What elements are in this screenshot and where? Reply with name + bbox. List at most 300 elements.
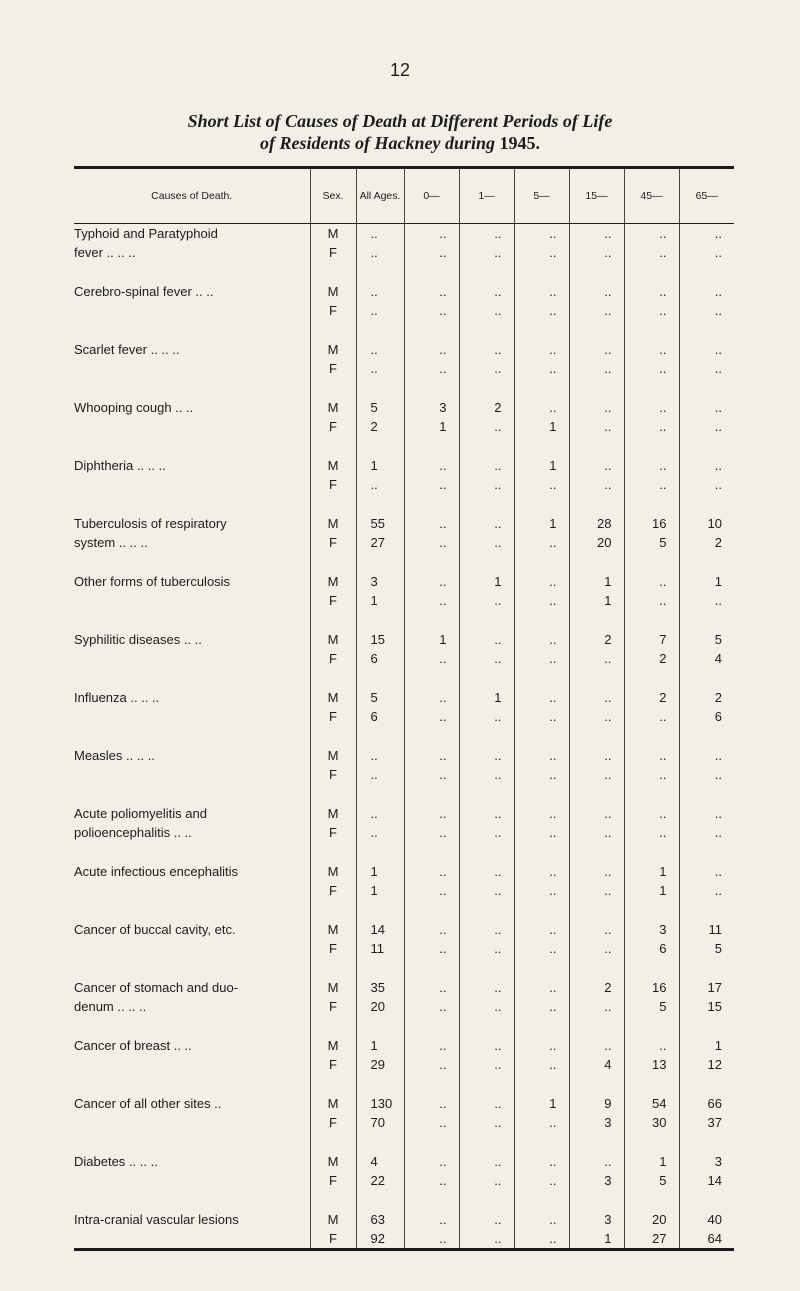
spacer-cell [679,494,734,508]
row-spacer [74,436,734,450]
spacer-cell [404,262,459,276]
value-cell: .. [514,591,569,610]
value-cell: 15 [356,624,404,649]
spacer-cell [459,1132,514,1146]
value-cell: .. [404,533,459,552]
cause-label: Cancer of all other sites .. [74,1096,222,1111]
value-cell: .. [679,591,734,610]
table-row [74,798,734,823]
title-line-2: of Residents of Hackney during [259,133,495,153]
table-row [74,1229,734,1250]
value-cell: 1 [356,856,404,881]
spacer-cell [310,552,356,566]
row-spacer [74,320,734,334]
value-cell: 5 [356,392,404,417]
sex-cell: M [310,334,356,359]
value-cell: 20 [569,533,624,552]
value-cell: .. [404,939,459,958]
value-cell: .. [514,1030,569,1055]
value-cell: .. [356,301,404,320]
value-cell: .. [356,334,404,359]
spacer-cell [514,320,569,334]
value-cell: .. [459,1229,514,1250]
spacer-cell [310,958,356,972]
row-spacer [74,958,734,972]
value-cell: .. [679,856,734,881]
value-cell: .. [459,533,514,552]
value-cell: .. [569,939,624,958]
header-age-65: 65— [679,168,734,224]
spacer-cell [514,552,569,566]
spacer-cell [679,1074,734,1088]
row-spacer [74,262,734,276]
table-row [74,1030,734,1055]
value-cell: .. [459,1030,514,1055]
row-spacer [74,610,734,624]
spacer-cell [459,262,514,276]
spacer-cell [679,668,734,682]
spacer-cell [514,262,569,276]
spacer-cell [404,378,459,392]
spacer-cell [356,378,404,392]
spacer-cell [310,1132,356,1146]
spacer-cell [404,1016,459,1030]
header-cause: Causes of Death. [74,168,310,224]
spacer-cell [356,262,404,276]
spacer-cell [404,668,459,682]
spacer-cell [569,610,624,624]
value-cell: 10 [679,508,734,533]
value-cell: .. [404,798,459,823]
spacer-cell [404,552,459,566]
spacer-cell [459,436,514,450]
causes-of-death-table [74,166,734,1251]
spacer-cell [310,1074,356,1088]
spacer-cell [624,784,679,798]
table-row [74,1055,734,1074]
value-cell: .. [569,765,624,784]
row-spacer [74,552,734,566]
sex-cell: M [310,1204,356,1229]
value-cell: 1 [404,624,459,649]
value-cell: 1 [624,856,679,881]
value-cell: .. [624,591,679,610]
value-cell: .. [624,334,679,359]
value-cell: .. [404,276,459,301]
spacer-cell [624,494,679,508]
value-cell: .. [514,475,569,494]
value-cell: .. [459,707,514,726]
sex-cell: F [310,823,356,842]
value-cell: 3 [569,1113,624,1132]
value-cell: .. [514,1204,569,1229]
spacer-cell [624,1074,679,1088]
spacer-cell [679,958,734,972]
value-cell: 14 [679,1171,734,1190]
value-cell: .. [459,475,514,494]
table-body [74,224,734,1250]
spacer-cell [74,610,310,624]
value-cell: .. [569,475,624,494]
table-row [74,881,734,900]
sex-cell: M [310,508,356,533]
value-cell: .. [459,1088,514,1113]
spacer-cell [514,1016,569,1030]
spacer-cell [310,320,356,334]
value-cell: 13 [624,1055,679,1074]
spacer-cell [459,1190,514,1204]
cause-label [74,475,310,494]
value-cell: .. [404,881,459,900]
cause-label: Other forms of tuberculosis [74,574,231,589]
value-cell: 1 [356,881,404,900]
value-cell: .. [569,301,624,320]
cause-label [74,1229,310,1250]
spacer-cell [679,320,734,334]
value-cell: 1 [404,417,459,436]
value-cell: .. [404,1113,459,1132]
header-row [74,168,734,224]
spacer-cell [356,900,404,914]
spacer-cell [569,1132,624,1146]
value-cell: .. [459,765,514,784]
value-cell: .. [624,450,679,475]
value-cell: .. [624,276,679,301]
spacer-cell [459,1074,514,1088]
value-cell: .. [404,972,459,997]
row-spacer [74,668,734,682]
value-cell: .. [514,1113,569,1132]
spacer-cell [310,436,356,450]
value-cell: 1 [569,566,624,591]
sex-cell: M [310,798,356,823]
value-cell: .. [624,707,679,726]
sex-cell: F [310,765,356,784]
table-row [74,591,734,610]
value-cell: 40 [679,1204,734,1229]
value-cell: .. [459,334,514,359]
spacer-cell [356,1016,404,1030]
value-cell: .. [459,359,514,378]
value-cell: 27 [356,533,404,552]
value-cell: 5 [624,1171,679,1190]
title-line-2-wrap [60,132,740,154]
value-cell: .. [679,417,734,436]
spacer-cell [514,900,569,914]
value-cell: .. [514,1146,569,1171]
sex-cell: F [310,1171,356,1190]
cause-label [74,1171,310,1190]
value-cell: .. [459,450,514,475]
sex-cell: F [310,243,356,262]
spacer-cell [74,494,310,508]
spacer-cell [514,378,569,392]
table-row [74,823,734,842]
value-cell: .. [356,224,404,244]
value-cell: .. [569,914,624,939]
value-cell: .. [514,392,569,417]
value-cell: 30 [624,1113,679,1132]
value-cell: .. [514,1171,569,1190]
value-cell: .. [459,740,514,765]
spacer-cell [514,784,569,798]
value-cell: .. [459,798,514,823]
value-cell: .. [679,450,734,475]
spacer-cell [679,262,734,276]
value-cell: .. [624,243,679,262]
table-row [74,740,734,765]
spacer-cell [356,958,404,972]
value-cell: .. [404,1055,459,1074]
cause-label [74,765,310,784]
value-cell: .. [624,224,679,244]
spacer-cell [459,378,514,392]
value-cell: .. [514,224,569,244]
spacer-cell [459,900,514,914]
spacer-cell [624,842,679,856]
value-cell: 66 [679,1088,734,1113]
spacer-cell [356,784,404,798]
value-cell: .. [514,740,569,765]
value-cell: .. [624,359,679,378]
value-cell: 2 [459,392,514,417]
value-cell: 1 [356,591,404,610]
spacer-cell [459,610,514,624]
value-cell: 6 [679,707,734,726]
value-cell: 3 [404,392,459,417]
spacer-cell [624,726,679,740]
spacer-cell [74,784,310,798]
table-row [74,533,734,552]
header-sex: Sex. [310,168,356,224]
row-spacer [74,1016,734,1030]
value-cell: 4 [356,1146,404,1171]
cause-label [74,301,310,320]
cause-label: Tuberculosis of respiratory [74,516,227,531]
value-cell: 63 [356,1204,404,1229]
spacer-cell [74,842,310,856]
spacer-cell [404,1132,459,1146]
table-row [74,1113,734,1132]
value-cell: .. [569,649,624,668]
value-cell: .. [404,591,459,610]
value-cell: .. [514,649,569,668]
value-cell: .. [569,1146,624,1171]
cause-label: polioencephalitis .. .. [74,825,192,840]
spacer-cell [310,900,356,914]
value-cell: .. [569,276,624,301]
value-cell: 1 [514,417,569,436]
value-cell: .. [569,740,624,765]
value-cell: .. [569,856,624,881]
spacer-cell [624,552,679,566]
table-row [74,1171,734,1190]
sex-cell: F [310,359,356,378]
spacer-cell [74,378,310,392]
spacer-cell [569,958,624,972]
row-spacer [74,784,734,798]
value-cell: .. [569,823,624,842]
value-cell: .. [514,1055,569,1074]
table-row [74,392,734,417]
spacer-cell [356,1190,404,1204]
value-cell: 6 [624,939,679,958]
value-cell: 3 [569,1204,624,1229]
value-cell: .. [624,475,679,494]
spacer-cell [514,1074,569,1088]
table-row [74,224,734,244]
value-cell: 92 [356,1229,404,1250]
spacer-cell [310,726,356,740]
table-row [74,334,734,359]
value-cell: .. [404,359,459,378]
cause-label: denum .. .. .. [74,999,147,1014]
cause-label [74,417,310,436]
value-cell: 16 [624,972,679,997]
value-cell: .. [624,823,679,842]
value-cell: .. [356,798,404,823]
value-cell: 64 [679,1229,734,1250]
spacer-cell [74,320,310,334]
spacer-cell [624,1016,679,1030]
value-cell: .. [459,591,514,610]
value-cell: .. [569,450,624,475]
value-cell: .. [679,765,734,784]
title-line-1: Short List of Causes of Death at Different Periods of Life [187,111,613,131]
value-cell: .. [624,740,679,765]
table-row [74,707,734,726]
table-title [60,110,740,154]
cause-label: Measles .. .. .. [74,748,155,763]
spacer-cell [624,436,679,450]
value-cell: 16 [624,508,679,533]
spacer-cell [679,726,734,740]
sex-cell: M [310,1030,356,1055]
value-cell: 1 [569,591,624,610]
value-cell: .. [514,856,569,881]
spacer-cell [74,552,310,566]
value-cell: .. [679,276,734,301]
value-cell: 1 [679,1030,734,1055]
value-cell: .. [404,1146,459,1171]
spacer-cell [459,320,514,334]
value-cell: 11 [679,914,734,939]
spacer-cell [514,1132,569,1146]
value-cell: .. [514,566,569,591]
value-cell: .. [624,798,679,823]
value-cell: 20 [624,1204,679,1229]
value-cell: .. [356,765,404,784]
cause-label [74,707,310,726]
title-year: 1945. [499,133,540,153]
value-cell: .. [679,301,734,320]
value-cell: .. [514,301,569,320]
value-cell: 2 [624,682,679,707]
value-cell: 9 [569,1088,624,1113]
spacer-cell [310,262,356,276]
value-cell: .. [514,707,569,726]
cause-label [74,591,310,610]
value-cell: 2 [356,417,404,436]
value-cell: 4 [679,649,734,668]
value-cell: .. [569,1030,624,1055]
value-cell: .. [404,1088,459,1113]
sex-cell: F [310,881,356,900]
spacer-cell [569,900,624,914]
spacer-cell [679,784,734,798]
sex-cell: F [310,1113,356,1132]
value-cell: .. [514,939,569,958]
spacer-cell [679,552,734,566]
table-row [74,939,734,958]
value-cell: .. [459,508,514,533]
value-cell: 130 [356,1088,404,1113]
cause-label: Cerebro-spinal fever .. .. [74,284,214,299]
value-cell: .. [679,798,734,823]
value-cell: .. [404,450,459,475]
sex-cell: M [310,392,356,417]
value-cell: 22 [356,1171,404,1190]
spacer-cell [404,842,459,856]
value-cell: .. [356,475,404,494]
spacer-cell [404,320,459,334]
spacer-cell [404,1074,459,1088]
spacer-cell [404,610,459,624]
spacer-cell [404,784,459,798]
spacer-cell [459,958,514,972]
spacer-cell [356,668,404,682]
spacer-cell [459,842,514,856]
value-cell: .. [514,914,569,939]
spacer-cell [569,726,624,740]
value-cell: .. [624,301,679,320]
header-age-45: 45— [624,168,679,224]
table-row [74,765,734,784]
value-cell: .. [569,243,624,262]
value-cell: .. [459,1171,514,1190]
cause-label: Typhoid and Paratyphoid [74,226,218,241]
spacer-cell [569,668,624,682]
sex-cell: M [310,1146,356,1171]
value-cell: .. [459,243,514,262]
spacer-cell [356,436,404,450]
spacer-cell [514,494,569,508]
value-cell: 1 [514,450,569,475]
table-row [74,682,734,707]
table-row [74,1088,734,1113]
value-cell: .. [679,334,734,359]
value-cell: 4 [569,1055,624,1074]
value-cell: .. [514,972,569,997]
sex-cell: F [310,649,356,668]
spacer-cell [404,494,459,508]
value-cell: .. [569,798,624,823]
spacer-cell [624,320,679,334]
value-cell: 54 [624,1088,679,1113]
cause-label: Cancer of breast .. .. [74,1038,192,1053]
spacer-cell [404,436,459,450]
spacer-cell [310,1016,356,1030]
sex-cell: M [310,740,356,765]
value-cell: .. [514,334,569,359]
spacer-cell [514,610,569,624]
spacer-cell [74,1132,310,1146]
table-row [74,1204,734,1229]
spacer-cell [356,1132,404,1146]
spacer-cell [514,1190,569,1204]
cause-label: Whooping cough .. .. [74,400,194,415]
value-cell: .. [569,997,624,1016]
